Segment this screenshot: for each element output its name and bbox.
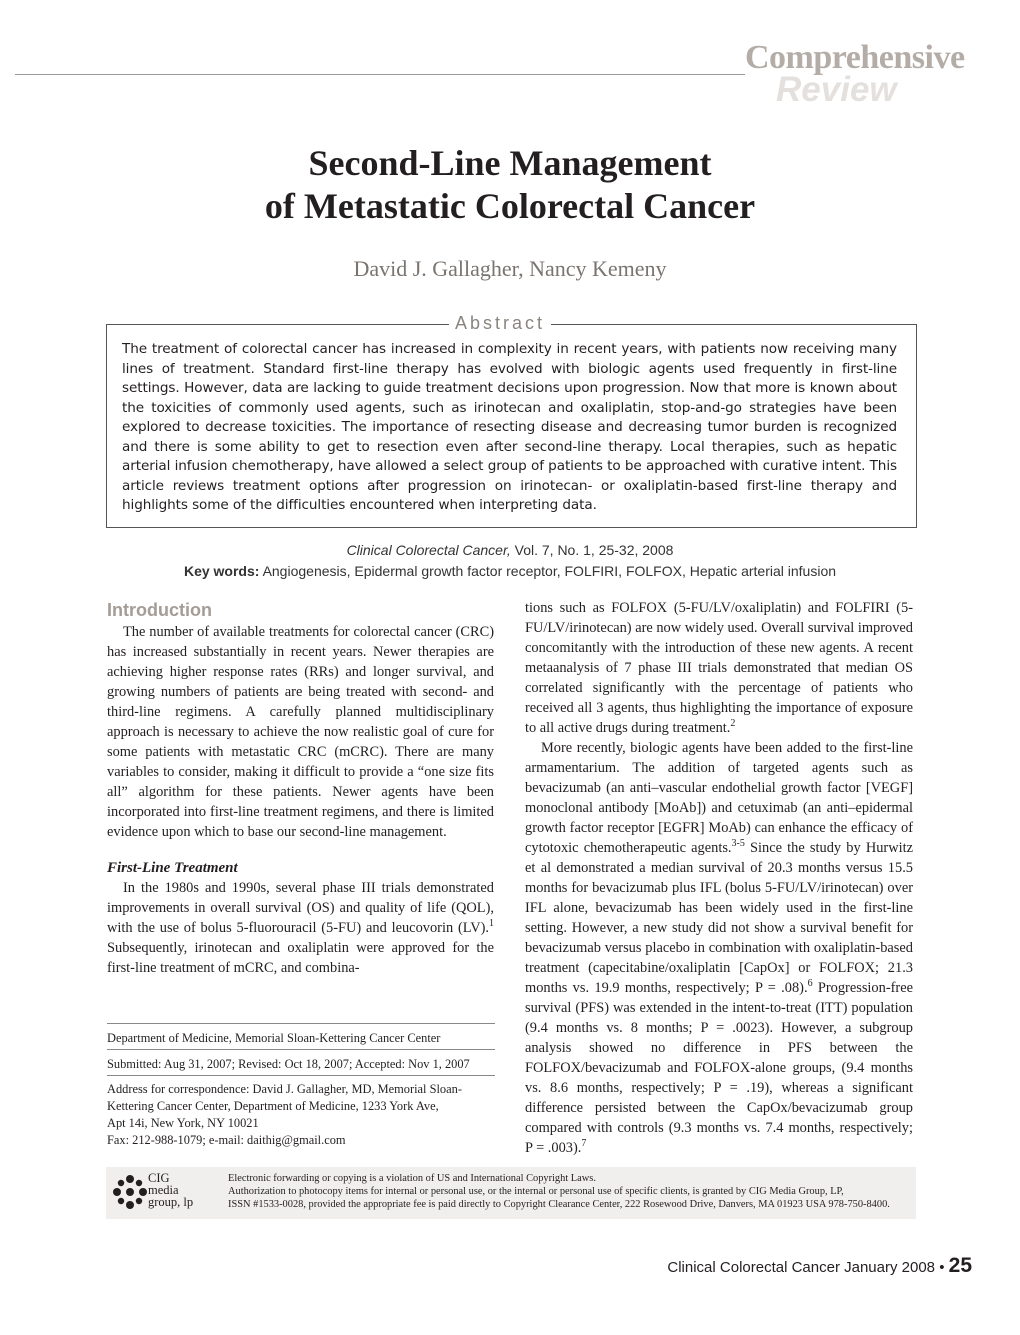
legal-text [228, 1172, 918, 1211]
page-footer [667, 1254, 972, 1278]
fl-text-b: Subsequently, irinotecan and oxaliplatin were approved for the first-line treatment of mCRC, and combina- [107, 940, 494, 976]
right-text-2b: Since the study by Hurwitz et al demonstrated a median survival of 20.3 months versus 15.5 months for bevacizumab plus IFL (bolus 5-FU/LV/irinotecan) over IFL alone, bevacizumab has been widely used in the first-line setting. However, a new study did not show a survival benefit for bevacizumab versus placebo in combination with oxaliplatin-based treatment (capecitabine/oxaliplatin [CapOx] or FOLFOX; 21.3 months vs. 19.9 months, respectively; P = .08). [525, 840, 913, 996]
affiliation-rule-bottom [107, 1075, 495, 1076]
legal-line-2: Authorization to photocopy items for internal or personal use, or the internal or personal use of specific clients, is granted by CIG Media Group, LP, [228, 1186, 844, 1197]
correspondence-line-2: Kettering Cancer Center, Department of Medicine, 1233 York Ave, [107, 1099, 439, 1113]
citation [0, 542, 1020, 558]
page-number: 25 [948, 1254, 972, 1277]
right-paragraph-1 [525, 598, 913, 738]
affiliation-department: Department of Medicine, Memorial Sloan-Kettering Cancer Center [107, 1031, 441, 1045]
ref-2: 2 [730, 718, 736, 730]
right-text-2a: More recently, biologic agents have been added to the first-line armamentarium. The addition of targeted agents such as bevacizumab (an anti–vascular endothelial growth factor [VEGF] monoclonal antibody [MoAb]) and cetuximab (an anti–epidermal growth factor receptor [EGFR] MoAb) can enhance the efficacy of cytotoxic chemotherapeutic agents. [525, 740, 913, 856]
section-title: Comprehensive [745, 39, 965, 76]
correspondence-line-3: Apt 14i, New York, NY 10021 [107, 1116, 259, 1130]
legal-line-1: Electronic forwarding or copying is a violation of US and International Copyright Laws. [228, 1173, 596, 1184]
affiliation-rule-top [107, 1023, 495, 1024]
ref-6: 6 [807, 978, 813, 990]
intro-heading: Introduction [107, 600, 212, 620]
left-column [107, 600, 494, 978]
cig-logo-line-3: group, lp [148, 1195, 194, 1209]
ref-7: 7 [581, 1138, 587, 1150]
authors: David J. Gallagher, Nancy Kemeny [353, 256, 667, 281]
intro-paragraph: The number of available treatments for colorectal cancer (CRC) has increased substantially in recent years. Newer therapies are achieving higher response rates (RRs) and longer survival, and growing numbers of patients are being treated with second- and third-line regimens. A carefully planned multidisciplinary approach is necessary to achieve the now realistic goal of cure for some patients with metastatic CRC (mCRC). There are many variables to consider, making it difficult to provide a “one size fits all” algorithm for these patients. Newer agents have been incorporated into first-line treatment regimens, and there is limited evidence upon which to base our second-line management. [107, 624, 494, 840]
right-column [525, 598, 913, 1158]
keywords-list: Angiogenesis, Epidermal growth factor receptor, FOLFIRI, FOLFOX, Hepatic arterial infusion [262, 563, 837, 579]
correspondence-line-4: Fax: 212-988-1079; e-mail: daithig@gmail.com [107, 1133, 346, 1147]
section-subtitle: Review [776, 70, 897, 109]
first-line-heading: First-Line Treatment [107, 860, 238, 876]
cig-logo-icon [110, 1172, 150, 1212]
right-text-1: tions such as FOLFOX (5-FU/LV/oxaliplatin) and FOLFIRI (5-FU/LV/irinotecan) are now widely used. Overall survival improved concomitantly with the introduction of these new agents. A recent metaanalysis of 7 phase III trials demonstrated that median OS correlated significantly with the percentage of patients who received all 3 agents, thus highlighting the importance of exposure to all active drugs during treatment. [525, 600, 913, 736]
citation-details: Vol. 7, No. 1, 25-32, 2008 [514, 542, 674, 558]
footer-journal: Clinical Colorectal Cancer [667, 1259, 840, 1276]
keywords-label: Key words: [183, 563, 260, 579]
affiliation-dates: Submitted: Aug 31, 2007; Revised: Oct 18, 2007; Accepted: Nov 1, 2007 [107, 1057, 470, 1071]
article-title [0, 142, 1020, 228]
cig-logo-line-2: media [148, 1183, 179, 1197]
footer-date: January 2008 [844, 1259, 936, 1276]
ref-3-5: 3-5 [731, 838, 745, 850]
keywords [0, 563, 1020, 579]
header-rule [15, 74, 745, 75]
right-paragraph-2 [525, 738, 913, 1158]
affiliation-rule-mid [107, 1049, 495, 1050]
title-line-1: Second-Line Management [308, 143, 712, 183]
abstract-text: The treatment of colorectal cancer has increased in complexity in recent years, with patients now receiving many lines of treatment. Standard first-line therapy has evolved with biologic agents used frequently in first-line settings. However, data are lacking to guide treatment decisions upon progression. Now that more is known about the toxicities of commonly used agents, such as irinotecan and oxaliplatin, stop-and-go strategies have been explored to decrease toxicities. The importance of resecting disease and decreasing tumor burden is recognized and there is some ability to get to resection even after second-line therapy. Local therapies, such as hepatic arterial infusion chemotherapy, have allowed a select group of patients to be approached with curative intent. This article reviews treatment options after progression on irinotecan- or oxaliplatin-based first-line therapy and highlights some of the difficulties encountered when interpreting data. [122, 341, 897, 513]
abstract-label: Abstract [449, 313, 551, 334]
cig-logo-text [148, 1172, 193, 1208]
title-line-2: of Metastatic Colorectal Cancer [264, 186, 756, 226]
correspondence-line-1: Address for correspondence: David J. Gallagher, MD, Memorial Sloan- [107, 1082, 462, 1096]
first-line-paragraph [107, 878, 494, 978]
right-text-2c: Progression-free survival (PFS) was extended in the intent-to-treat (ITT) population (9.4 months vs. 8 months; P = .0023). However, a subgroup analysis showed no difference in PFS between the FOLFOX/bevacizumab and FOLFOX-alone groups, (9.4 months vs. 8.6 months, respectively; P = .19), whereas a significant difference persisted between the CapOx/bevacizumab group compared with controls (9.3 months vs. 7.4 months, respectively; P = .003). [525, 980, 913, 1156]
footer-separator: • [939, 1259, 945, 1276]
correspondence [107, 1081, 495, 1149]
cig-logo-line-1: CIG [148, 1171, 170, 1185]
ref-1: 1 [489, 918, 494, 930]
legal-line-3: ISSN #1533-0028, provided the appropriate fee is paid directly to Copyright Clearance Center, 222 Rosewood Drive, Danvers, MA 01923 USA 978-750-8400. [228, 1199, 890, 1210]
fl-text-a: In the 1980s and 1990s, several phase III trials demonstrated improvements in overall survival (OS) and quality of life (QOL), with the use of bolus 5-fluorouracil (5-FU) and leucovorin (LV). [107, 880, 494, 936]
citation-journal: Clinical Colorectal Cancer, [346, 542, 511, 558]
